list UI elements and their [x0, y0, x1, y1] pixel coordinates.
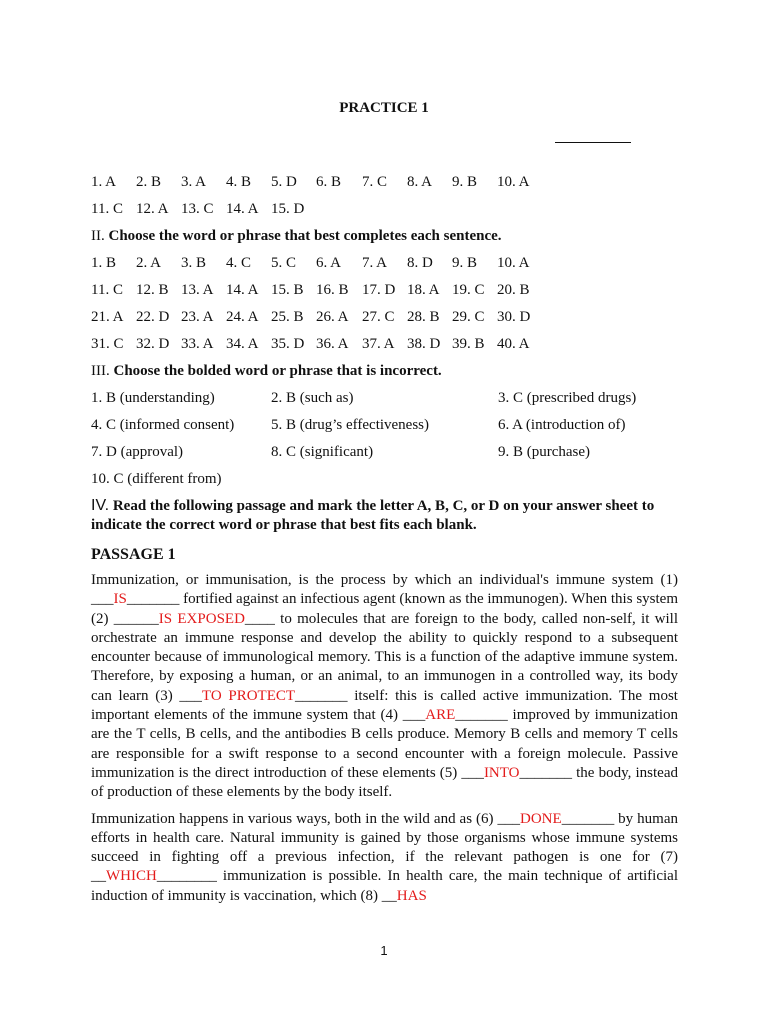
- answer-item: 39. B: [452, 336, 485, 352]
- answer-item: 9. B: [452, 255, 478, 271]
- filled-answer: INTO: [483, 764, 520, 781]
- answer-item: 3. B: [181, 255, 207, 271]
- answer-item: 2. B: [136, 174, 162, 190]
- filled-answer: HAS: [396, 887, 427, 904]
- answer-item: 33. A: [181, 336, 214, 352]
- answer-item: 13. A: [181, 282, 214, 298]
- answer-item: 18. A: [407, 282, 440, 298]
- answer-item: 29. C: [452, 309, 485, 325]
- answer-item: 14. A: [226, 201, 259, 217]
- answer-item: 10. A: [497, 174, 530, 190]
- section1-answers: [91, 170, 678, 224]
- section3-heading-text: Choose the bolded word or phrase that is incorrect.: [113, 363, 442, 379]
- answer-item: 14. A: [226, 282, 259, 298]
- answer-item: 4. C: [226, 255, 252, 271]
- answer-item: 22. D: [136, 309, 170, 325]
- answer-item: 17. D: [362, 282, 396, 298]
- answer-item: 35. D: [271, 336, 305, 352]
- answer-item: 5. C: [271, 255, 297, 271]
- answer-item: 31. C: [91, 336, 124, 352]
- answer-item: 11. C: [91, 282, 123, 298]
- answer-item: 10. A: [497, 255, 530, 271]
- answer-item: 12. B: [136, 282, 169, 298]
- answer-item: 7. A: [362, 255, 388, 271]
- passage-paragraph-2: [91, 810, 678, 906]
- answer-item: 3. A: [181, 174, 207, 190]
- answer-row: [91, 251, 678, 278]
- section2-answers: [91, 251, 678, 359]
- answer-item: 40. A: [497, 336, 530, 352]
- answer-item: 8. D: [407, 255, 433, 271]
- answer-item: 27. C: [362, 309, 395, 325]
- answer-item: 6. A (introduction of): [498, 417, 626, 433]
- answer-item: 3. C (prescribed drugs): [498, 390, 637, 406]
- section3-number: III.: [91, 363, 110, 379]
- filled-answer: TO PROTECT: [201, 687, 296, 704]
- section3-answers: [91, 386, 678, 494]
- answer-item: 32. D: [136, 336, 170, 352]
- answer-item: 12. A: [136, 201, 169, 217]
- section2-heading-text: Choose the word or phrase that best completes each sentence.: [108, 228, 502, 244]
- section4-heading-text: Read the following passage and mark the letter A, B, C, or D on your answer sheet to indicate the correct word or phrase that best fits each blank.: [91, 498, 655, 533]
- answer-item: 1. B: [91, 255, 117, 271]
- answer-item: 9. B: [452, 174, 478, 190]
- page-title: PRACTICE 1: [339, 100, 429, 116]
- answer-row: [91, 332, 678, 359]
- answer-item: 23. A: [181, 309, 214, 325]
- answer-item: 1. B (understanding): [91, 390, 215, 406]
- answer-item: 25. B: [271, 309, 304, 325]
- passage-text: _______ improved by immunization are the T cells, B cells, and the antibodies B cells produce. Memory B cells and memory T cells are responsible for a swift response to a second encounter with a foreign molecule. Passive immunization is the direct introduction of these elements (5) ___: [91, 707, 678, 781]
- answer-item: 4. C (informed consent): [91, 417, 235, 433]
- answer-row: [91, 278, 678, 305]
- answer-item: 15. B: [271, 282, 304, 298]
- passage-text: _______ by human efforts in health care. Natural immunity is gained by those organisms whose immune systems succeed in fighting off a previous infection, if the relevant pathogen is one for (7) __: [91, 810, 678, 885]
- answer-item: 28. B: [407, 309, 440, 325]
- answer-item: 26. A: [316, 309, 349, 325]
- passage-text: Immunization happens in various ways, both in the wild and as (6) ___: [91, 810, 521, 827]
- section2-heading: [91, 224, 678, 251]
- passage-text: _______ the body, instead of production of these elements by the body itself.: [91, 764, 678, 801]
- answer-item: 16. B: [316, 282, 349, 298]
- answer-row: [91, 197, 678, 224]
- answer-item: 5. D: [271, 174, 297, 190]
- filled-answer: IS EXPOSED: [158, 610, 245, 627]
- page-number: 1: [380, 943, 388, 958]
- answer-item: 6. B: [316, 174, 342, 190]
- answer-item: 37. A: [362, 336, 395, 352]
- passage-text: _______ fortified against an infectious agent (known as the immunogen). When this system (2) ______: [91, 591, 678, 627]
- section4-number: IV.: [91, 497, 110, 514]
- answer-item: 8. C (significant): [271, 444, 374, 460]
- answer-item: 8. A: [407, 174, 433, 190]
- answer-item: 11. C: [91, 201, 123, 217]
- answer-item: 10. C (different from): [91, 471, 222, 487]
- top-blank-line: [555, 142, 631, 143]
- passage-text: ________ immunization is possible. In health care, the main technique of artificial induction of immunity is vaccination, which (8) __: [91, 868, 678, 904]
- passage-text: _______ itself: this is called active immunization. The most important elements of the immune system that (4) ___: [91, 687, 678, 724]
- answer-item: 5. B (drug’s effectiveness): [271, 417, 430, 433]
- answer-item: 7. C: [362, 174, 388, 190]
- filled-answer: WHICH: [106, 868, 157, 885]
- filled-answer: ARE: [425, 707, 456, 724]
- answer-item: 36. A: [316, 336, 349, 352]
- passage-text: Immunization, or immunisation, is the process by which an individual's immune system (1) ___: [91, 572, 678, 608]
- passage-paragraph-1: [91, 571, 678, 803]
- answer-item: 34. A: [226, 336, 259, 352]
- answer-item: 7. D (approval): [91, 444, 184, 460]
- answer-item: 20. B: [497, 282, 530, 298]
- answer-item: 1. A: [91, 174, 117, 190]
- filled-answer: IS: [113, 591, 127, 608]
- section4-heading: [91, 496, 678, 535]
- answer-item: 15. D: [271, 201, 305, 217]
- section2-number: II.: [91, 228, 105, 244]
- answer-item: 9. B (purchase): [498, 444, 591, 460]
- answer-item: 13. C: [181, 201, 214, 217]
- answer-item: 2. A: [136, 255, 162, 271]
- answer-row: [91, 170, 678, 197]
- answer-item: 21. A: [91, 309, 124, 325]
- passage-text: ____ to molecules that are foreign to the body, called non-self, it will orchestrate an immune response and develop the ability to quickly respond to a subsequent encounter because of immunological memory. This is a function of the adaptive immune system. Therefore, by exposing a human, or an animal, to an immunogen in a controlled way, its body can learn (3) ___: [91, 610, 678, 704]
- answer-item: 38. D: [407, 336, 441, 352]
- answer-item: 19. C: [452, 282, 485, 298]
- answer-item: 2. B (such as): [271, 390, 354, 406]
- answer-item: 6. A: [316, 255, 342, 271]
- answer-item: 30. D: [497, 309, 531, 325]
- answer-row: [91, 305, 678, 332]
- answer-item: 4. B: [226, 174, 252, 190]
- answer-item: 24. A: [226, 309, 259, 325]
- answer-key-content: [91, 170, 678, 906]
- passage-title: PASSAGE 1: [91, 546, 176, 563]
- filled-answer: DONE: [520, 810, 562, 827]
- section3-heading: [91, 359, 678, 386]
